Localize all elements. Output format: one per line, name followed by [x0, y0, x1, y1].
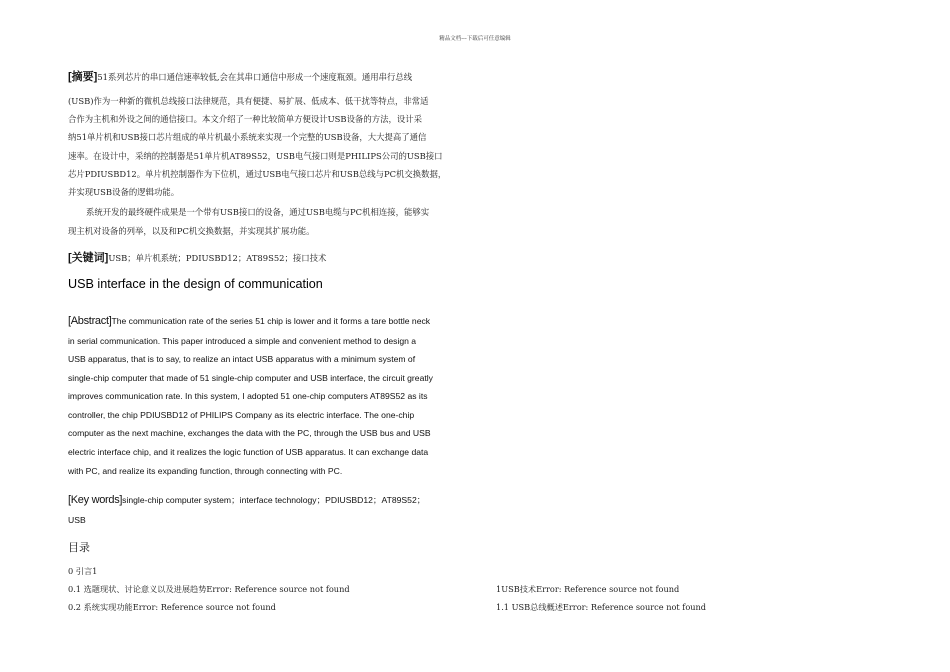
cn-abstract-para2-line: 系统开发的最终硬件成果是一个带有USB接口的设备，通过USB电缆与PC机相连接，能够实: [86, 207, 430, 217]
toc-entry[interactable]: 0 引言1: [68, 566, 98, 576]
en-abstract-text: The communication rate of the series 51 chip is lower and it forms a tare bottle neck: [111, 316, 431, 326]
toc-entry[interactable]: 1USB技术Error: Reference source not found: [496, 584, 680, 594]
en-abstract-line: electric interface chip, and it realizes the logic function of USB apparatus. It can exchange data: [68, 447, 429, 457]
en-abstract-first-line: [68, 311, 430, 329]
cn-abstract-line: 合作为主机和外设之间的通信接口。本文介绍了一种比较简单方便设计USB设备的方法，设计采: [68, 114, 422, 124]
en-abstract-line: improves communication rate. In this system, I adopted 51 one-chip computers AT89S52 as its: [68, 391, 428, 401]
cn-abstract-first-line: [68, 67, 412, 85]
en-keywords: [68, 490, 425, 508]
toc-entry[interactable]: 0.2 系统实现功能Error: Reference source not found: [68, 602, 276, 612]
en-abstract-line: single-chip computer that made of 51 single-chip computer and USB interface, the circuit greatly: [68, 373, 433, 383]
cn-keywords-label: [关键词]: [68, 252, 109, 264]
english-title: USB interface in the design of communication: [68, 277, 323, 291]
cn-abstract-line: 芯片PDIUSBD12。单片机控制器作为下位机，通过USB电气接口芯片和USB总线与PC机交换数据，: [68, 169, 447, 179]
toc-title: 目录: [68, 541, 90, 554]
en-abstract-line: USB apparatus, that is to say, to realize an intact USB apparatus with a minimum system of: [68, 354, 416, 364]
toc-entry[interactable]: 1.1 USB总线概述Error: Reference source not found: [496, 602, 707, 612]
cn-abstract-text: 51系列芯片的串口通信速率较低,会在其串口通信中形成一个速度瓶颈。通用串行总线: [97, 72, 413, 82]
en-keywords-continued: USB: [68, 515, 86, 525]
cn-abstract-line: (USB)作为一种新的微机总线接口法律规范，具有便捷、易扩展、低成本、低干扰等特点，非常适: [68, 96, 429, 106]
cn-keywords-text: USB；单片机系统；PDIUSBD12；AT89S52；接口技术: [108, 253, 327, 263]
cn-abstract-label: [摘要]: [68, 71, 98, 83]
toc-entry[interactable]: 0.1 选题现状、讨论意义以及进展趋势Error: Reference source not found: [68, 584, 350, 594]
en-keywords-label: [Key words]: [68, 494, 123, 506]
cn-abstract-line: 纳51单片机和USB接口芯片组成的单片机最小系统来实现一个完整的USB设备，大大提高了通信: [68, 132, 427, 142]
cn-abstract-line: 并实现USB设备的逻辑功能。: [68, 187, 180, 197]
cn-abstract-para2-line: 现主机对设备的列举，以及和PC机交换数据，并实现其扩展功能。: [68, 226, 315, 236]
cn-abstract-line: 速率。在设计中，采纳的控制器是51单片机AT89S52，USB电气接口则是PHILIPS公司的USB接口: [68, 151, 443, 161]
page-header: 精品文档---下载后可任意编辑: [439, 36, 511, 42]
cn-keywords: [68, 248, 326, 266]
en-abstract-line: computer as the next machine, exchanges the data with the PC, through the USB bus and USB: [68, 428, 431, 438]
en-keywords-text: single-chip computer system；interface technology；PDIUSBD12；AT89S52；: [122, 495, 426, 505]
en-abstract-label: [Abstract]: [68, 315, 112, 327]
en-abstract-line: in serial communication. This paper introduced a simple and convenient method to design a: [68, 336, 417, 346]
en-abstract-line: with PC, and realize its expanding function, through connecting with PC.: [68, 466, 343, 476]
en-abstract-line: controller, the chip PDIUSBD12 of PHILIPS Company as its electric interface. The one-chip: [68, 410, 415, 420]
